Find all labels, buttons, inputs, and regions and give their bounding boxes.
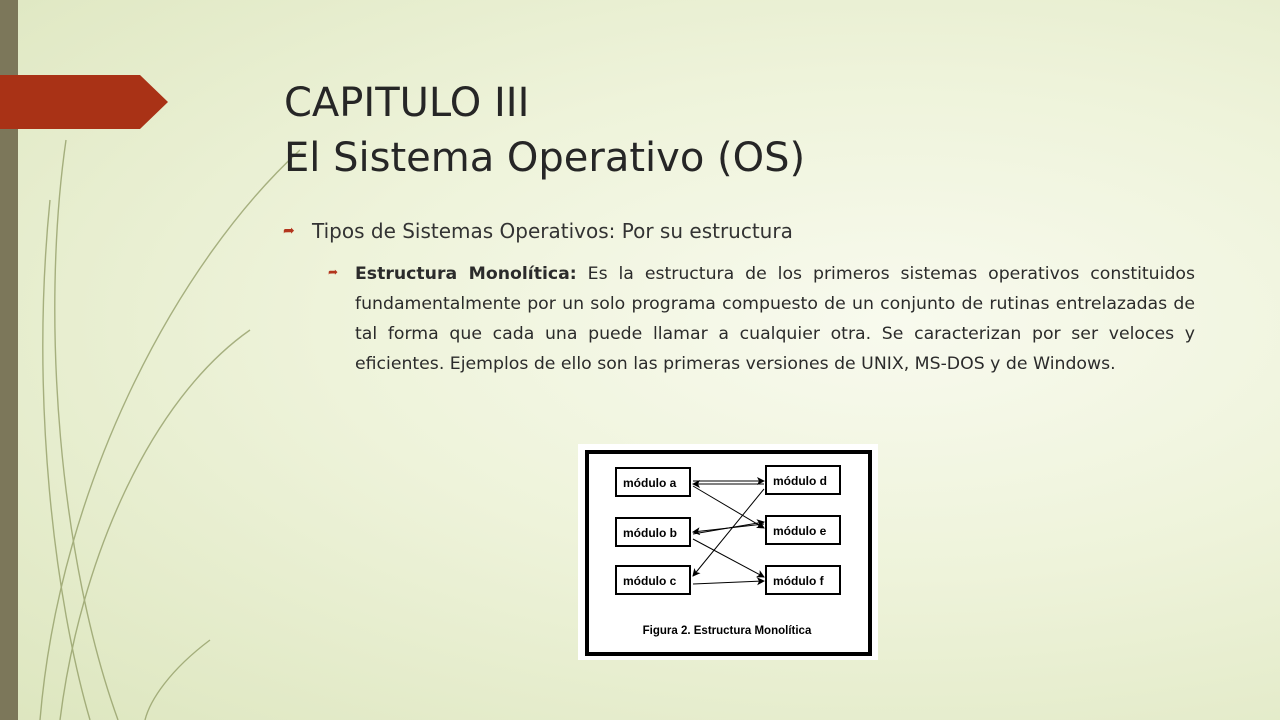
bullet-level-1: Tipos de Sistemas Operativos: Por su estructura [312,219,793,243]
bullet-level-2-bold: Estructura Monolítica: [355,264,577,284]
module-label: módulo c [623,574,677,588]
module-label: módulo a [623,476,677,490]
module-label: módulo e [773,524,827,538]
module-label: módulo b [623,526,677,540]
title-arrow-shape [0,75,170,129]
title-line-2: El Sistema Operativo (OS) [284,135,806,181]
module-label: módulo d [773,474,827,488]
arrow-right-icon: ➦ [283,223,295,239]
title-line-1: CAPITULO III [284,80,530,126]
bullet-level-2-text: Es la estructura de los primeros sistemas operativos constituidos fundamentalmente por un solo programa compuesto de un conjunto de rutinas entrelazadas de tal forma que cada una puede llamar a cualquier otra. Se caracterizan por ser veloces y eficientes. Ejemplos de ello son las primeras versiones de UNIX, MS-DOS y de Windows. [355,264,1195,374]
monolithic-structure-figure [578,444,878,660]
arrow-right-icon: ➦ [328,265,339,279]
figure-diagram [578,444,878,660]
module-label: módulo f [773,574,824,588]
bullet-level-2 [355,259,1195,379]
slide-title [284,76,805,186]
figure-caption: Figura 2. Estructura Monolítica [642,625,812,637]
